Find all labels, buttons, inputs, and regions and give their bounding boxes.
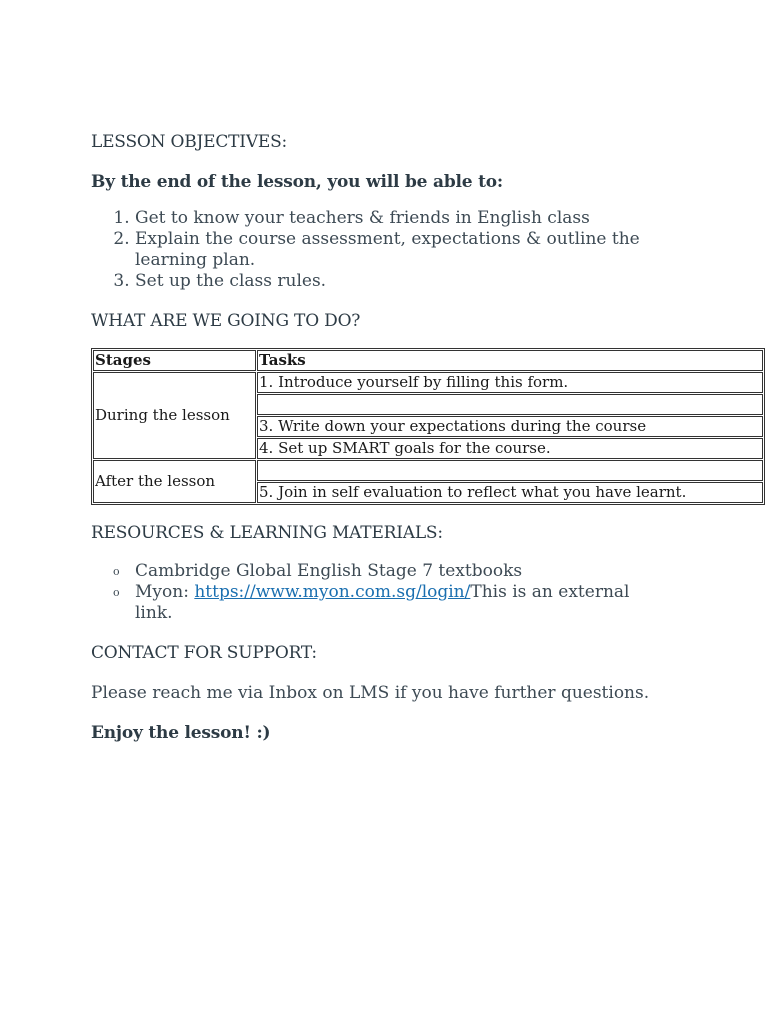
resource-item <box>113 561 655 582</box>
task-cell: 3. Write down your expectations during the course <box>257 416 763 437</box>
external-link-note: This is an external link. <box>135 582 630 623</box>
resource-item <box>113 582 655 624</box>
stage-during-cell: During the lesson <box>93 372 256 459</box>
objective-item: 2. Explain the course assessment, expectations & outline the learning plan. <box>135 229 655 271</box>
column-header-stages: Stages <box>93 350 256 371</box>
table-header-row <box>93 350 763 371</box>
circle-bullet-icon: o <box>113 565 120 578</box>
table-row <box>93 372 763 393</box>
table-row <box>93 460 763 481</box>
circle-bullet-icon: o <box>113 586 120 599</box>
myon-link[interactable]: https://www.myon.com.sg/login/ <box>194 582 471 602</box>
objectives-heading: LESSON OBJECTIVES: <box>91 132 288 152</box>
closing-text: Enjoy the lesson! :) <box>91 723 271 743</box>
objective-item: 3. Set up the class rules. <box>135 271 655 292</box>
lesson-content <box>91 130 763 745</box>
task-cell: 4. Set up SMART goals for the course. <box>257 438 763 459</box>
objectives-list <box>91 208 655 292</box>
todo-heading: WHAT ARE WE GOING TO DO? <box>91 311 361 331</box>
objectives-intro: By the end of the lesson, you will be able to: <box>91 172 503 192</box>
resources-list <box>91 561 655 624</box>
resource-prefix: Myon: <box>135 582 195 602</box>
resources-heading: RESOURCES & LEARNING MATERIALS: <box>91 523 443 543</box>
objective-item: 1. Get to know your teachers & friends in English class <box>135 208 655 229</box>
stage-after-cell: After the lesson <box>93 460 256 503</box>
contact-text: Please reach me via Inbox on LMS if you have further questions. <box>91 683 650 703</box>
task-cell <box>257 394 763 415</box>
stages-tasks-table <box>91 348 765 505</box>
resource-text: Cambridge Global English Stage 7 textbooks <box>135 561 523 581</box>
contact-heading: CONTACT FOR SUPPORT: <box>91 643 317 663</box>
task-cell: 1. Introduce yourself by filling this form. <box>257 372 763 393</box>
column-header-tasks: Tasks <box>257 350 763 371</box>
task-cell <box>257 460 763 481</box>
task-cell: 5. Join in self evaluation to reflect what you have learnt. <box>257 482 763 503</box>
